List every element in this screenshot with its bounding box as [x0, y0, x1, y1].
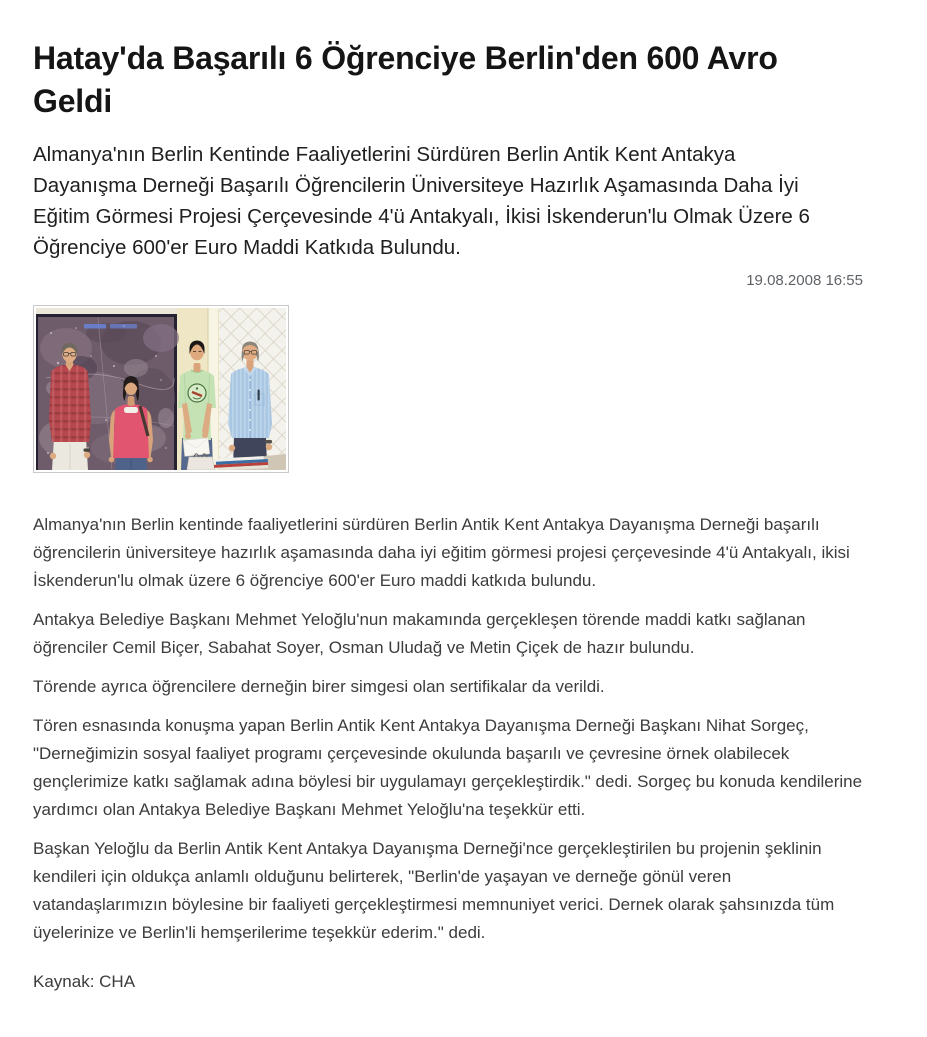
map-sign-text	[84, 324, 137, 329]
article-lead: Almanya'nın Berlin Kentinde Faaliyetlerini Sürdüren Berlin Antik Kent Antakya Dayanışma Derneği Başarılı Öğrencilerin Üniversiteye Hazırlık Aşamasında Daha İyi Eğitim Görmesi Projesi Çerçevesinde 4'ü Antakyalı, İkisi İskenderun'lu Olmak Üzere 6 Öğrenciye 600'er Euro Maddi Katkıda Bulundu.	[33, 143, 810, 259]
photo-illustration	[36, 308, 286, 470]
article-paragraph: Başkan Yeloğlu da Berlin Antik Kent Antakya Dayanışma Derneği'nce gerçekleştirilen bu projenin şeklinin kendileri için oldukça anlamlı olduğunu belirterek, "Berlin'de yaşayan ve derneğe gönül veren vatandaşlarımızın böylesine bir faaliyeti gerçekleştirmesi memnuniyet verici. Dernek olarak şahsınızda tüm üyelerinize ve Berlin'li hemşerilerime teşekkür ederim." dedi.	[33, 839, 835, 942]
article-body	[33, 511, 863, 996]
article-paragraph: Almanya'nın Berlin kentinde faaliyetlerini sürdüren Berlin Antik Kent Antakya Dayanışma Derneği başarılı öğrencilerin üniversiteye hazırlık aşamasında daha iyi eğitim görmesi projesi çerçevesinde 4'ü Antakyalı, ikisi İskenderun'lu olmak üzere 6 öğrenciye 600'er Euro maddi katkıda bulundu.	[33, 515, 850, 590]
source-line: Kaynak: CHA	[33, 972, 136, 991]
article-paragraph: Antakya Belediye Başkanı Mehmet Yeloğlu'nun makamında gerçekleşen törende maddi katkı sağlanan öğrenciler Cemil Biçer, Sabahat Soyer, Osman Uludağ ve Metin Çiçek de hazır bulundu.	[33, 610, 806, 657]
article-paragraph: Tören esnasında konuşma yapan Berlin Antik Kent Antakya Dayanışma Derneği Başkanı Nihat Sorgeç, "Derneğimizin sosyal faaliyet programı çerçevesinde okulunda başarılı ve çevresine örnek olabilecek gençlerimize katkı sağlamak adına böylesi bir uygulamayı gerçekleştirdik." dedi. Sorgeç bu konuda kendilerine yardımcı olan Antakya Belediye Başkanı Mehmet Yeloğlu'na teşekkür etti.	[33, 716, 863, 819]
article-photo	[33, 305, 289, 473]
article-datetime: 19.08.2008 16:55	[746, 272, 863, 289]
article-paragraph: Törende ayrıca öğrencilere derneğin birer simgesi olan sertifikalar da verildi.	[33, 677, 605, 696]
page-title: Hatay'da Başarılı 6 Öğrenciye Berlin'den 600 Avro Geldi	[33, 40, 778, 119]
pocket-pen	[258, 390, 260, 401]
